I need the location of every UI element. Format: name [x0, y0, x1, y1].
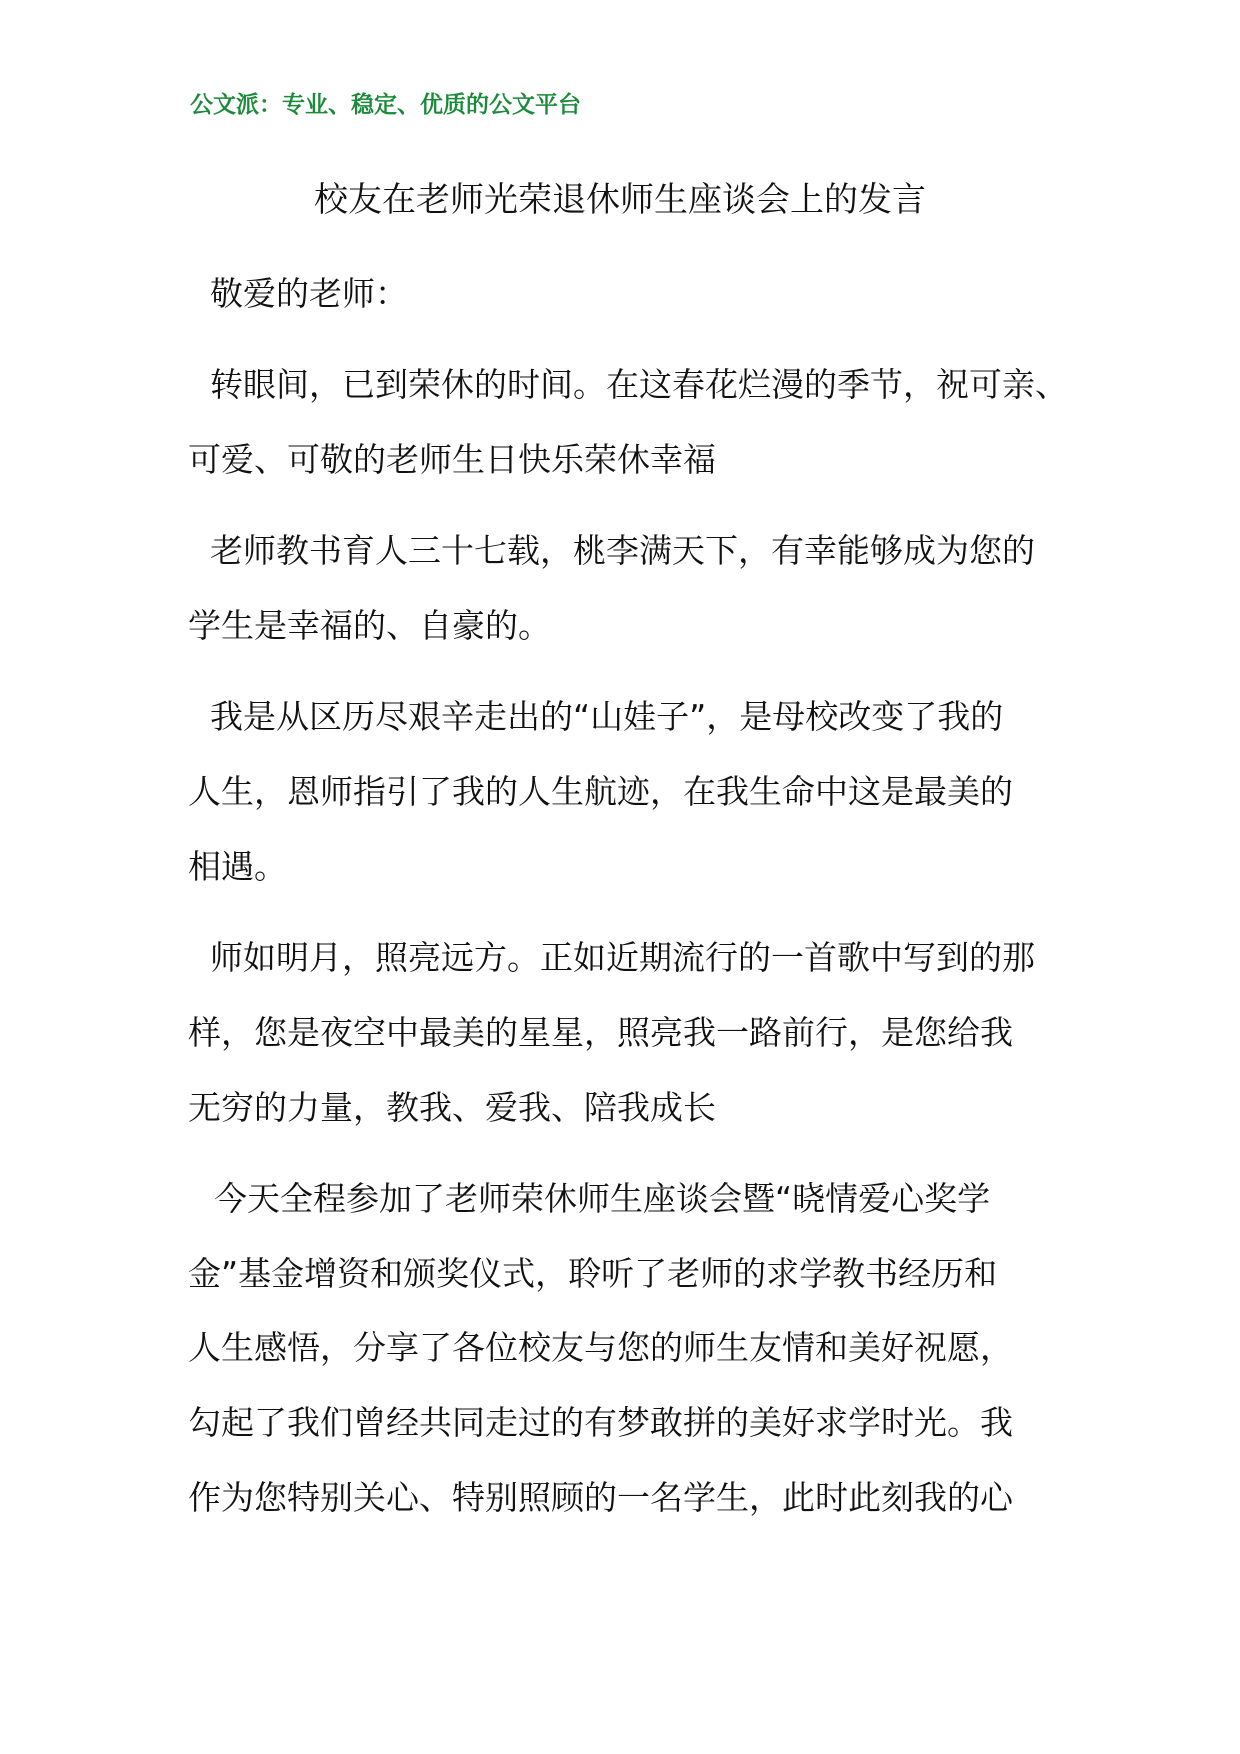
paragraph-line: 转眼间，已到荣休的时间。在这春花烂漫的季节，祝可亲、 — [210, 365, 1068, 404]
paragraph-line: 无穷的力量，教我、爱我、陪我成长 — [188, 1088, 716, 1127]
paragraph-line: 学生是幸福的、自豪的。 — [188, 606, 551, 645]
salutation: 敬爱的老师： — [210, 274, 408, 313]
paragraph-line: 老师教书育人三十七载，桃李满天下，有幸能够成为您的 — [210, 531, 1035, 570]
paragraph-line: 金”基金增资和颁奖仪式，聆听了老师的求学教书经历和 — [188, 1254, 998, 1293]
paragraph-line: 相遇。 — [188, 847, 287, 886]
paragraph-line: 我是从区历尽艰辛走出的“山娃子”，是母校改变了我的 — [210, 697, 1004, 736]
paragraph-line: 可爱、可敬的老师生日快乐荣休幸福 — [188, 440, 716, 479]
paragraph-line: 勾起了我们曾经共同走过的有梦敢拼的美好求学时光。我 — [188, 1403, 1013, 1442]
paragraph-line: 作为您特别关心、特别照顾的一名学生，此时此刻我的心 — [188, 1478, 1013, 1517]
document-title: 校友在老师光荣退休师生座谈会上的发言 — [314, 180, 926, 220]
paragraph-line: 样，您是夜空中最美的星星，照亮我一路前行，是您给我 — [188, 1013, 1013, 1052]
paragraph-line: 师如明月，照亮远方。正如近期流行的一首歌中写到的那 — [210, 938, 1035, 977]
header-brand: 公文派：专业、稳定、优质的公文平台 — [190, 92, 581, 118]
paragraph-line: 人生感悟，分享了各位校友与您的师生友情和美好祝愿， — [188, 1328, 1013, 1367]
paragraph-line: 人生，恩师指引了我的人生航迹，在我生命中这是最美的 — [188, 772, 1013, 811]
paragraph-line: 今天全程参加了老师荣休师生座谈会暨“晓情爱心奖学 — [214, 1179, 991, 1218]
